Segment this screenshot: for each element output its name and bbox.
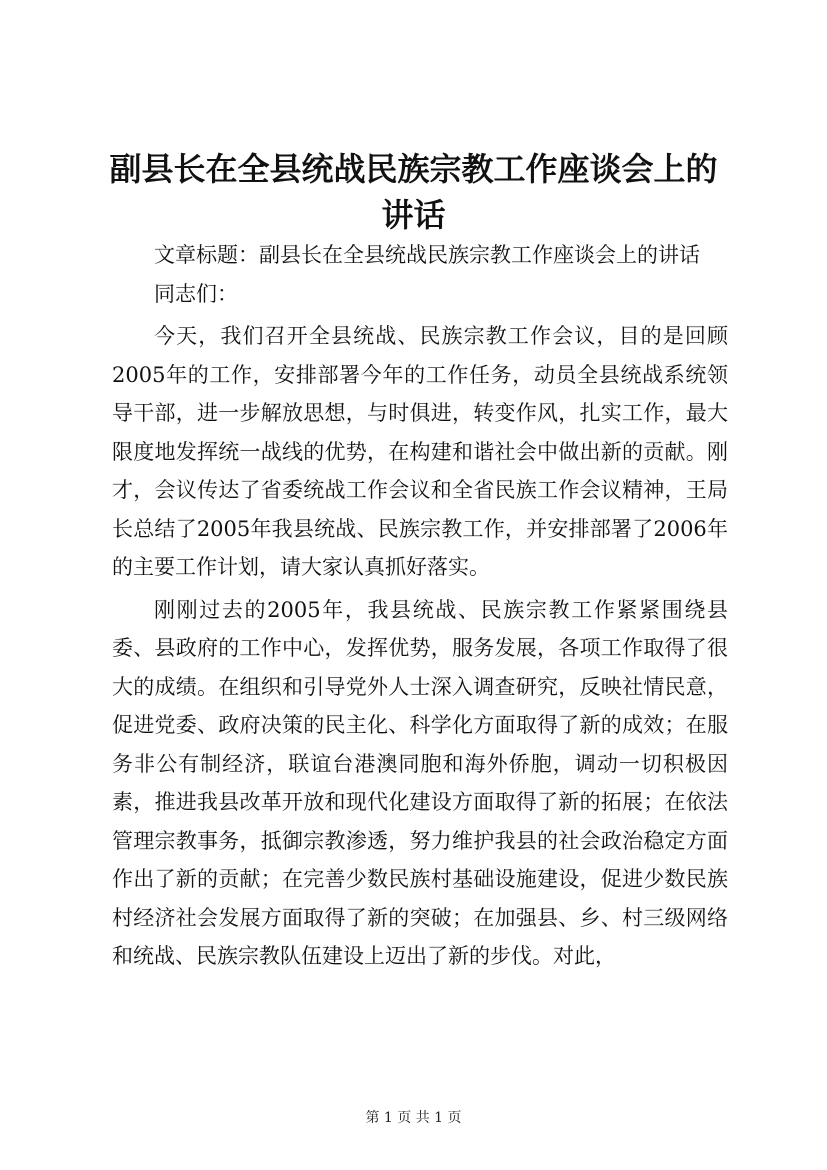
article-title-line: 文章标题：副县长在全县统战民族宗教工作座谈会上的讲话 [154, 243, 700, 267]
page-footer: 第 1 页 共 1 页 [365, 1110, 462, 1126]
document-body [112, 236, 728, 976]
paragraph-review: 刚刚过去的2005年，我县统战、民族宗教工作紧紧围绕县委、县政府的工作中心，发挥优势，服务发展，各项工作取得了很大的成绩。在组织和引导党外人士深入调查研究，反映社情民意，促进党委、政府决策的民主化、科学化方面取得了新的成效；在服务非公有制经济，联谊台港澳同胞和海外侨胞，调动一切积极因素，推进我县改革开放和现代化建设方面取得了新的拓展；在依法管理宗教事务，抵御宗教渗透，努力维护我县的社会政治稳定方面作出了新的贡献；在完善少数民族村基础设施建设，促进少数民族村经济社会发展方面取得了新的突破；在加强县、乡、村三级网络和统战、民族宗教队伍建设上迈出了新的步伐。对此， [112, 597, 728, 968]
document-title: 副县长在全县统战民族宗教工作座谈会上的讲话 [109, 150, 718, 234]
salutation: 同志们： [154, 281, 238, 306]
paragraph-intro: 今天，我们召开全县统战、民族宗教工作会议，目的是回顾2005年的工作，安排部署今年的工作任务，动员全县统战系统领导干部，进一步解放思想，与时俱进，转变作风，扎实工作，最大限度地发挥统一战线的优势，在构建和谐社会中做出新的贡献。刚才，会议传达了省委统战工作会议和全省民族工作会议精神，王局长总结了2005年我县统战、民族宗教工作，并安排部署了2006年的主要工作计划，请大家认真抓好落实。 [112, 324, 728, 579]
